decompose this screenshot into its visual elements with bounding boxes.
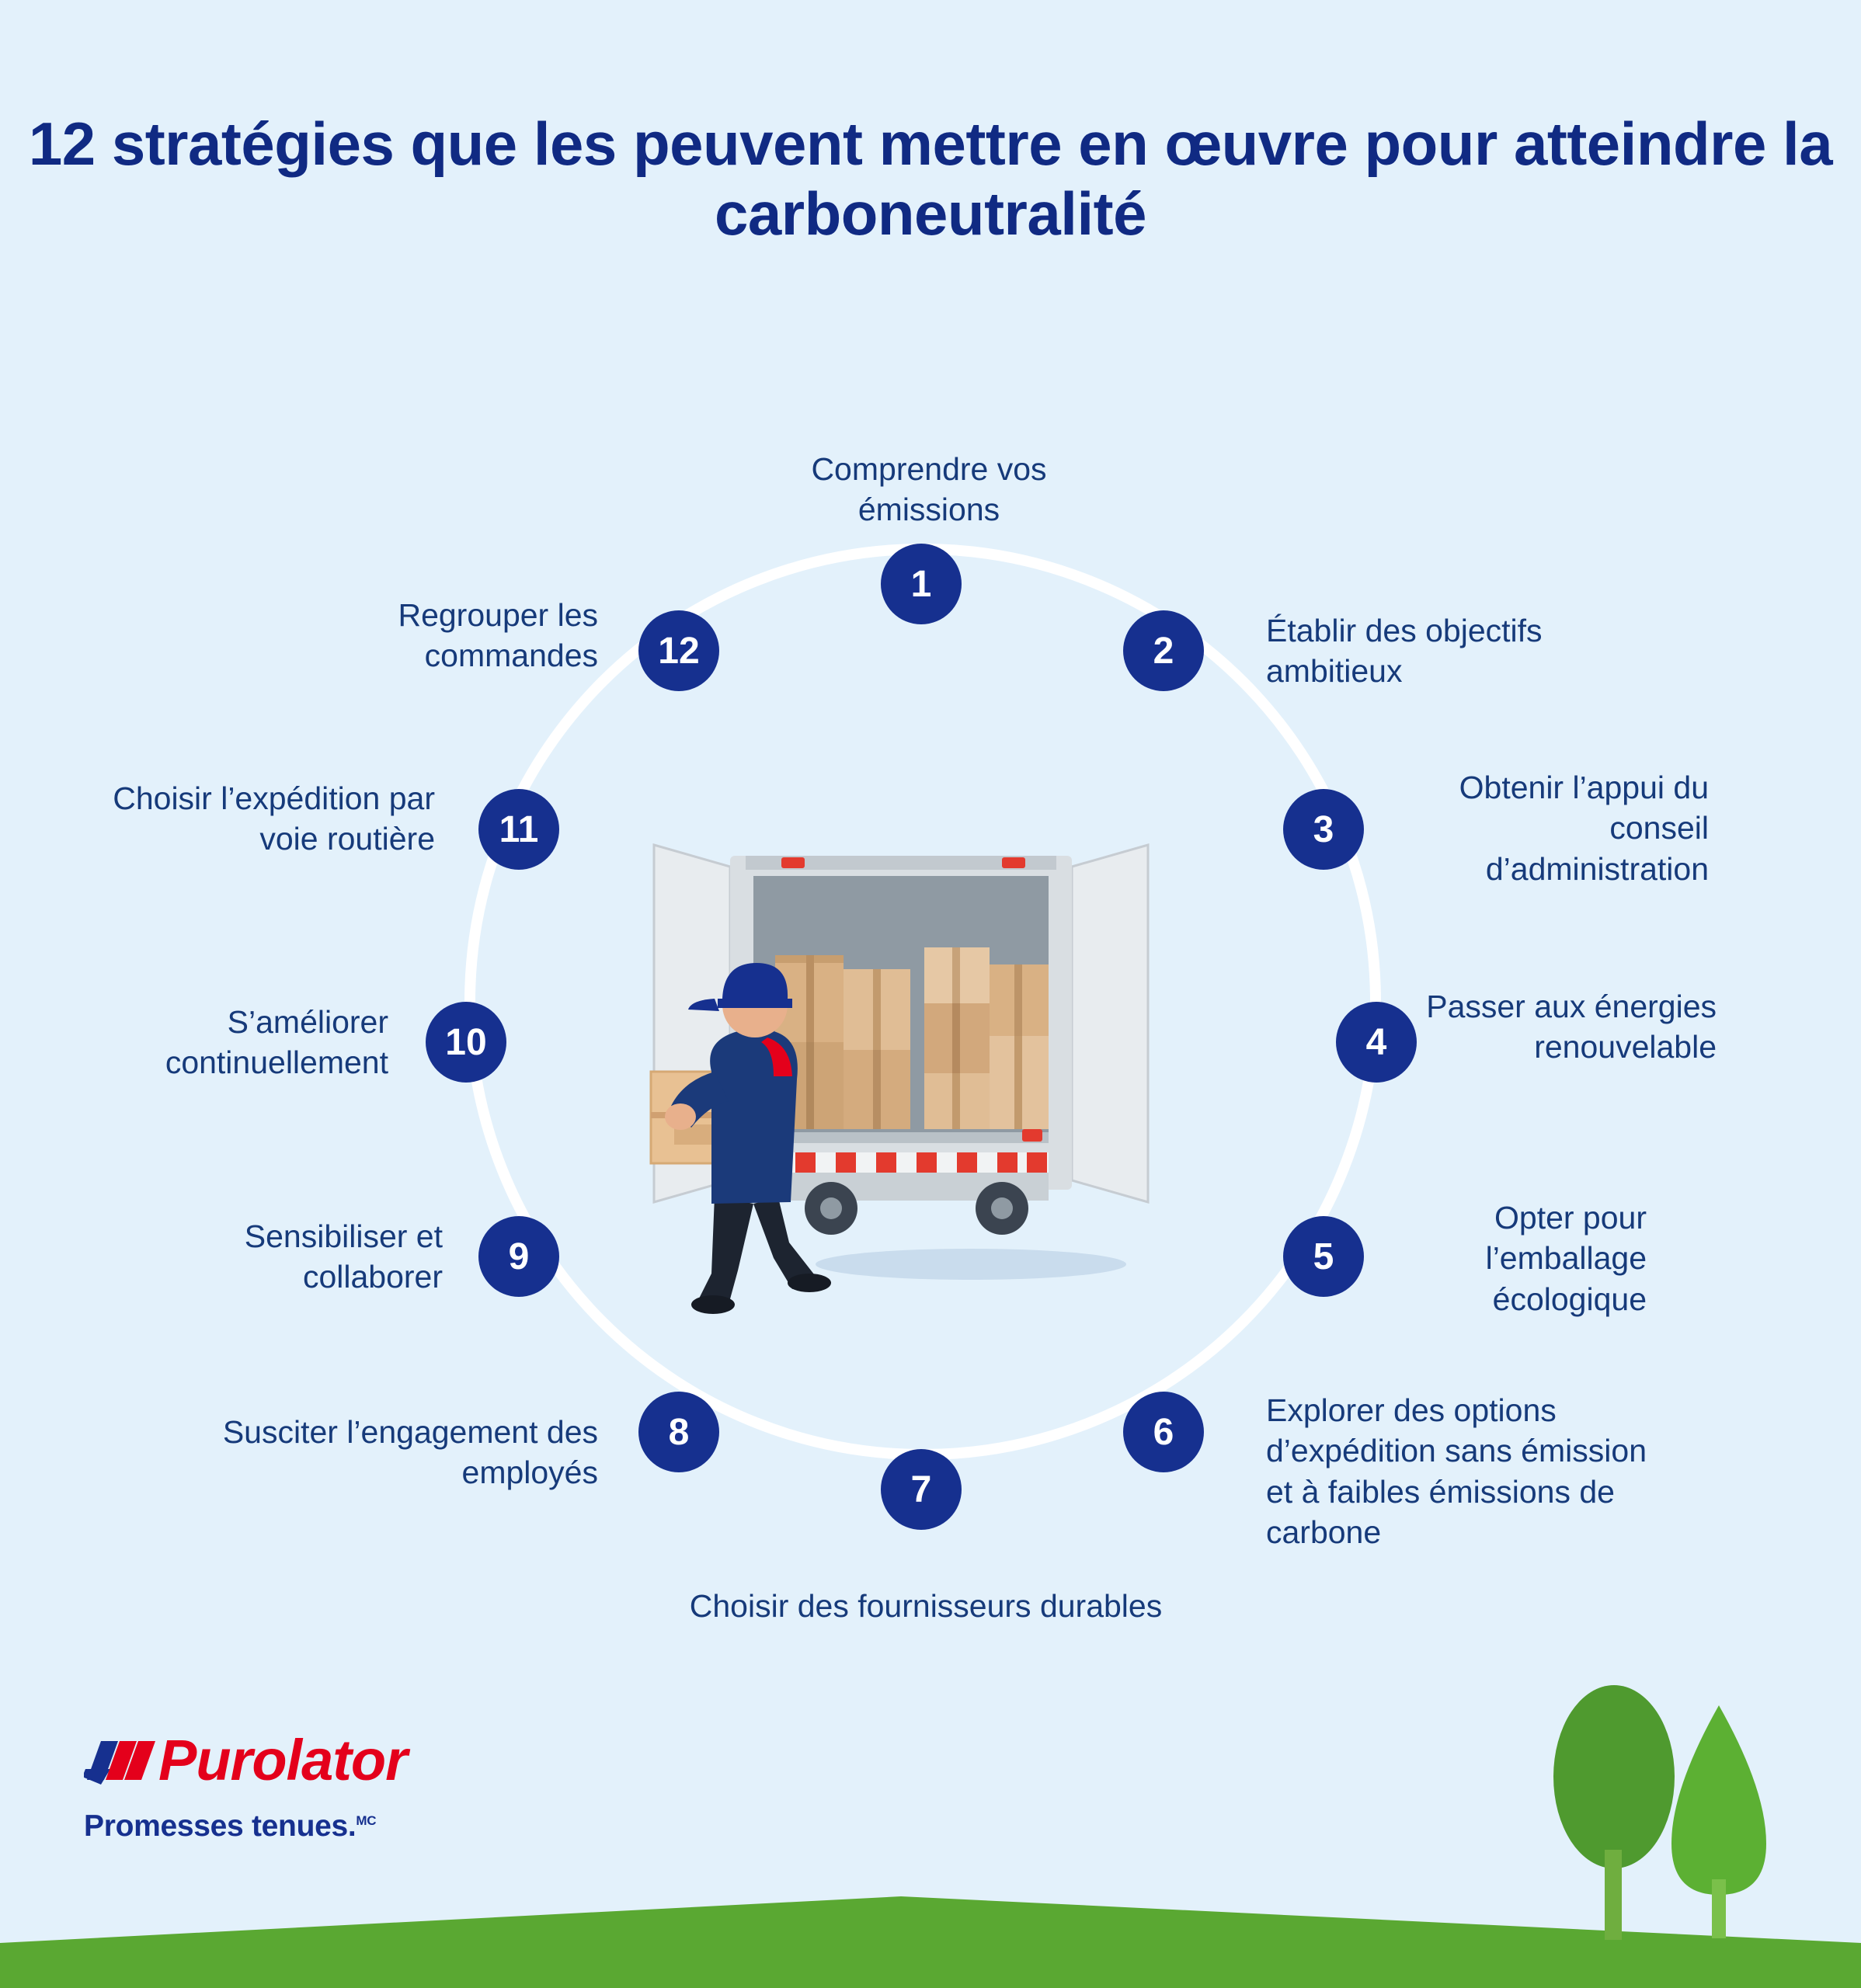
step-label-11: Choisir l’expédition par voie routière — [113, 780, 435, 857]
logo-wordmark: Purolator — [158, 1728, 407, 1792]
step-node-4[interactable]: 4 — [1336, 1002, 1417, 1083]
step-label-6: Explorer des options d’expédition sans émission et à faibles émissions de carbone — [1266, 1392, 1647, 1551]
delivery-illustration — [637, 839, 1212, 1320]
step-label-8: Susciter l’engagement des employés — [222, 1414, 598, 1491]
step-label-9: Sensibiliser et collaborer — [244, 1218, 443, 1295]
logo-tagline — [84, 1809, 519, 1844]
brand-logo — [84, 1728, 519, 1844]
step-label-2: Établir des objectifs ambitieux — [1266, 613, 1543, 690]
purolator-mark-icon — [84, 1733, 158, 1788]
tree-right-icon — [1668, 1705, 1769, 1942]
step-node-9[interactable]: 9 — [478, 1216, 559, 1297]
logo-trademark: MC — [356, 1813, 377, 1828]
step-node-7[interactable]: 7 — [881, 1449, 962, 1530]
step-label-3: Obtenir l’appui du conseil d’administration — [1459, 770, 1709, 887]
step-node-5[interactable]: 5 — [1283, 1216, 1364, 1297]
step-node-8[interactable]: 8 — [638, 1392, 719, 1472]
step-label-7: Choisir des fournisseurs durables — [689, 1588, 1163, 1624]
step-node-6[interactable]: 6 — [1123, 1392, 1204, 1472]
step-node-1[interactable]: 1 — [881, 544, 962, 624]
step-label-10: S’améliorer continuellement — [165, 1004, 388, 1081]
step-label-12: Regrouper les commandes — [398, 597, 598, 674]
step-node-10[interactable]: 10 — [426, 1002, 506, 1083]
tree-left-icon — [1552, 1684, 1676, 1944]
step-node-12[interactable]: 12 — [638, 610, 719, 691]
page-title: 12 stratégies que les peuvent mettre en œuvre pour atteindre la carboneutralité — [28, 109, 1833, 248]
step-label-1: Comprendre vos émissions — [811, 451, 1047, 528]
step-label-4: Passer aux énergies renouvelable — [1426, 989, 1717, 1065]
step-node-11[interactable]: 11 — [478, 789, 559, 870]
logo-tagline-text: Promesses tenues. — [84, 1809, 357, 1843]
step-label-5: Opter pour l’emballage écologique — [1485, 1200, 1647, 1317]
step-node-2[interactable]: 2 — [1123, 610, 1204, 691]
step-node-3[interactable]: 3 — [1283, 789, 1364, 870]
